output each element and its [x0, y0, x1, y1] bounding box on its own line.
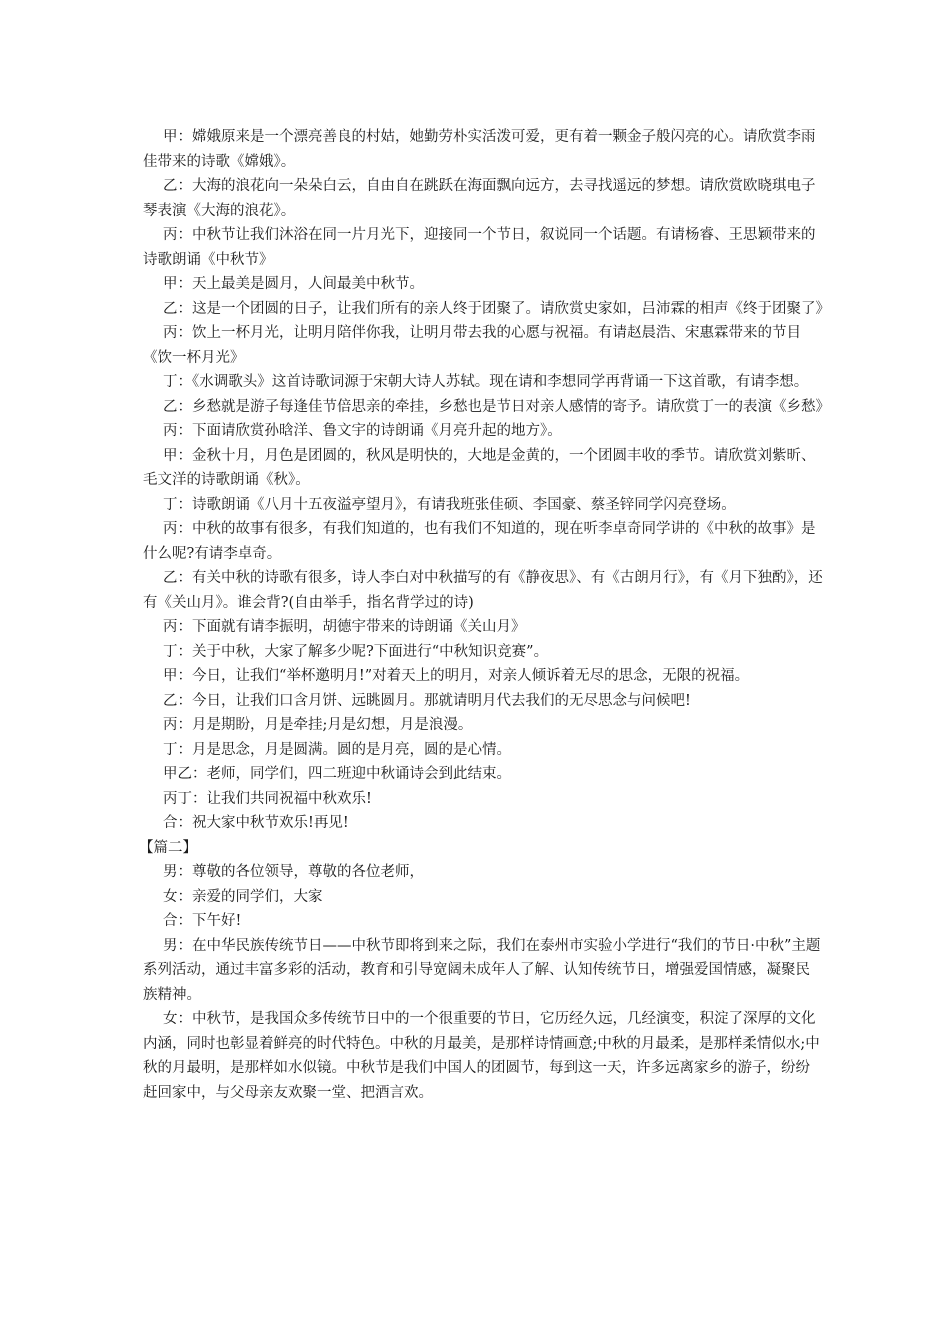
script-line: 乙：乡愁就是游子每逢佳节倍思亲的牵挂，乡愁也是节日对亲人感情的寄予。请欣赏丁一的表演《乡愁》 — [163, 398, 830, 415]
script-line: 丙：月是期盼，月是牵挂;月是幻想，月是浪漫。 — [163, 717, 473, 733]
script-line: 丙：下面就有请李振明，胡德宇带来的诗朗诵《关山月》 — [163, 619, 526, 635]
script-line: 乙：有关中秋的诗歌有很多，诗人李白对中秋描写的有《静夜思》、有《古朗月行》，有《月下独酌》，还有《关山月》。谁会背?(自由举手，指名背学过的诗) — [143, 570, 823, 611]
script-line: 合：下午好! — [163, 913, 242, 929]
script-line: 丁：《水调歌头》这首诗歌词源于宋朝大诗人苏轼。现在请和李想同学再背诵一下这首歌，有请李想。 — [163, 374, 809, 390]
script-line: 乙：大海的浪花向一朵朵白云，自由自在跳跃在海面飘向远方，去寻找遥远的梦想。请欣赏欧晓琪电子琴表演《大海的浪花》。 — [143, 178, 816, 219]
script-line: 丙：中秋的故事有很多，有我们知道的，也有我们不知道的，现在听李卓奇同学讲的《中秋的故事》是什么呢?有请李卓奇。 — [143, 521, 816, 562]
section-heading: 【篇二】 — [139, 839, 197, 856]
script-line: 合：祝大家中秋节欢乐!再见! — [163, 815, 349, 831]
script-line: 女：中秋节，是我国众多传统节日中的一个很重要的节日，它历经久远，几经演变，积淀了深厚的文化内涵，同时也彰显着鲜亮的时代特色。中秋的月最美，是那样诗情画意;中秋的月最柔，是那样柔情似水;中秋的月最明，是那样如水似镜。中秋节是我们中国人的团圆节，每到这一天，许多远离家乡的游子，纷纷赶回家中，与父母亲友欢聚一堂、把酒言欢。 — [143, 1011, 820, 1101]
script-line: 甲：今日，让我们“举杯邀明月!”对着天上的明月，对亲人倾诉着无尽的思念，无限的祝福。 — [163, 668, 750, 684]
script-line: 丙：下面请欣赏孙晗洋、鲁文宇的诗朗诵《月亮升起的地方》。 — [163, 423, 562, 439]
script-line: 丙：饮上一杯月光，让明月陪伴你我，让明月带去我的心愿与祝福。有请赵晨浩、宋惠霖带来的节目《饮一杯月光》 — [143, 325, 801, 366]
script-line: 丁：关于中秋，大家了解多少呢?下面进行“中秋知识竞赛”。 — [163, 643, 549, 660]
document-body — [139, 125, 830, 1105]
script-line: 甲：金秋十月，月色是团圆的，秋风是明快的，大地是金黄的，一个团圆丰收的季节。请欣赏刘紫昕、毛文洋的诗歌朗诵《秋》。 — [143, 447, 816, 488]
script-line: 女：亲爱的同学们，大家 — [163, 888, 323, 905]
script-line: 丙丁：让我们共同祝福中秋欢乐! — [163, 790, 372, 807]
script-line: 甲乙：老师，同学们，四二班迎中秋诵诗会到此结束。 — [163, 766, 511, 782]
script-line: 甲：天上最美是圆月，人间最美中秋节。 — [163, 276, 424, 292]
script-line: 甲：嫦娥原来是一个漂亮善良的村姑，她勤劳朴实活泼可爱，更有着一颗金子般闪亮的心。请欣赏李雨佳带来的诗歌《嫦娥》。 — [143, 129, 816, 170]
script-line: 丁：诗歌朗诵《八月十五夜溢亭望月》，有请我班张佳硕、李国豪、蔡圣锌同学闪亮登场。 — [163, 496, 736, 513]
script-line: 男：在中华民族传统节日——中秋节即将到来之际，我们在泰州市实验小学进行“我们的节日·中秋”主题系列活动，通过丰富多彩的活动，教育和引导宽阔未成年人了解、认知传统节日，增强爱国情感，凝聚民族精神。 — [143, 937, 821, 1003]
script-line: 丁：月是思念，月是圆满。圆的是月亮，圆的是心情。 — [163, 741, 511, 758]
script-line: 男：尊敬的各位领导，尊敬的各位老师， — [163, 864, 424, 880]
script-line: 乙：这是一个团圆的日子，让我们所有的亲人终于团聚了。请欣赏史家如，吕沛霖的相声《终于团聚了》 — [163, 300, 830, 317]
script-line: 丙：中秋节让我们沐浴在同一片月光下，迎接同一个节日，叙说同一个话题。有请杨睿、王思颖带来的诗歌朗诵《中秋节》 — [143, 227, 816, 268]
script-line: 乙：今日，让我们口含月饼、远眺圆月。那就请明月代去我们的无尽思念与问候吧! — [163, 692, 691, 709]
